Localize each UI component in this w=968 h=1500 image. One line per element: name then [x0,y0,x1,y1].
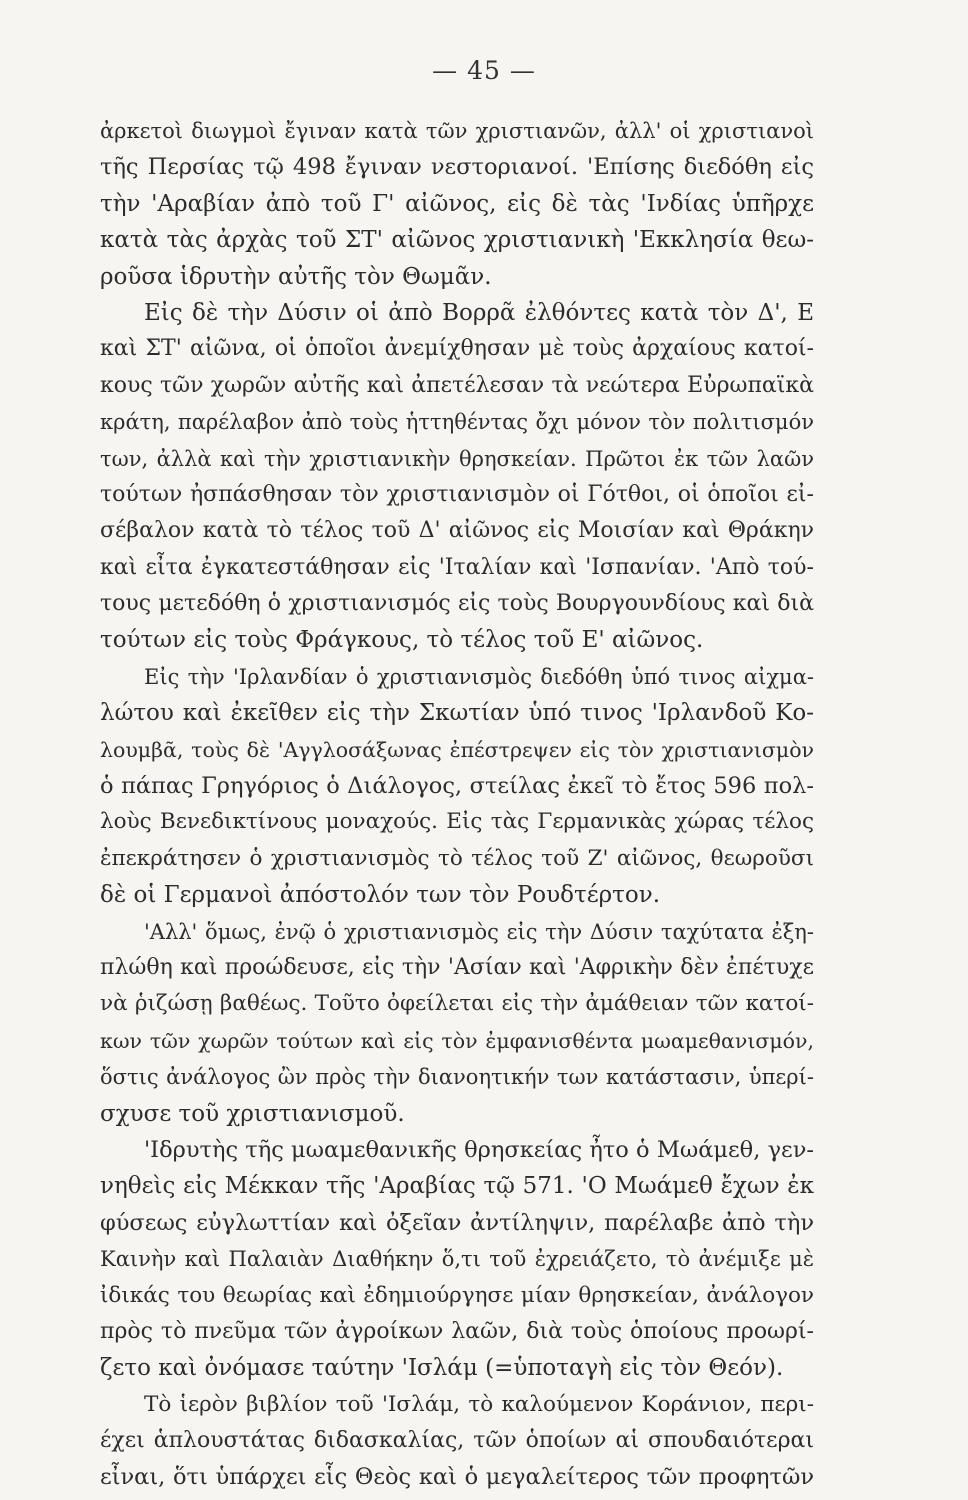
text-line: ὁ πάπας Γρηγόριος ὁ Διάλογος, στείλας ἐκεῖ τὸ ἔτος 596 πολ- [100,773,814,800]
text-line: ἰδικάς του θεωρίας καὶ ἐδημιούργησε μίαν θρησκείαν, ἀνάλογον [100,1282,814,1308]
text-line: Τὸ ἱερὸν βιβλίον τοῦ 'Ισλάμ, τὸ καλούμενον Κοράνιον, περι- [144,1391,814,1417]
text-line: πρὸς τὸ πνεῦμα τῶν ἀγροίκων λαῶν, διὰ τοὺς ὁποίους προωρί- [100,1318,814,1344]
text-line: εἶναι, ὅτι ὑπάρχει εἷς Θεὸς καὶ ὁ μεγαλείτερος τῶν προφητῶν [100,1464,814,1491]
text-line: τὴν 'Αραβίαν ἀπὸ τοῦ Γ' αἰῶνος, εἰς δὲ τὰς 'Ινδίας ὑπῆρχε [100,190,814,217]
text-line: καὶ ΣΤ' αἰῶνα, οἱ ὁποῖοι ἀνεμίχθησαν μὲ τοὺς ἀρχαίους κατοί- [100,336,814,362]
text-line: έχει ἁπλουστάτας διδασκαλίας, τῶν ὁποίων αἱ σπουδαιότεραι [100,1428,814,1454]
text-line: καὶ εἶτα ἐγκατεστάθησαν εἰς 'Ιταλίαν καὶ 'Ισπανίαν. 'Απὸ τού- [100,554,814,580]
text-line: τούτων ἠσπάσθησαν τὸν χριστιανισμὸν οἱ Γότθοι, οἱ ὁποῖοι εἰ- [100,481,814,507]
text-line: κων τῶν χωρῶν τούτων καὶ εἰς τὸν ἐμφανισθέντα μωαμεθανισμόν, [100,1028,814,1053]
text-line: ὅστις ἀνάλογος ὢν πρὸς τὴν διανοητικήν των κατάστασιν, ὑπερί- [100,1065,814,1090]
text-line: κους τῶν χωρῶν αὐτῆς καὶ ἀπετέλεσαν τὰ νεώτερα Εὐρωπαϊκὰ [100,372,814,398]
text-line: φύσεως εὐγλωττίαν καὶ ὀξεῖαν ἀντίληψιν, παρέλαβε ἀπὸ τὴν [100,1209,814,1236]
text-line: τῆς Περσίας τῷ 498 ἔγιναν νεστοριανοί. 'Επίσης διεδόθη εἰς [100,154,814,181]
text-line: Καινὴν καὶ Παλαιὰν Διαθήκην ὅ,τι τοῦ ἐχρειάζετο, τὸ ἀνέμιξε μὲ [100,1247,814,1272]
text-line: τους μετεδόθη ὁ χριστιανισμός εἰς τοὺς Βουργουνδίους καὶ διὰ [100,591,814,617]
text-line: λουμβᾶ, τοὺς δὲ 'Αγγλοσάξωνας ἐπέστρεψεν εἰς τὸν χριστιανισμὸν [100,737,814,762]
page-text [100,113,814,1496]
text-line: νὰ ῥιζώσῃ βαθέως. Τοῦτο ὀφείλεται εἰς τὴν ἀμάθειαν τῶν κατοί- [100,991,814,1017]
text-line: δὲ οἱ Γερμανοὶ ἀπόστολόν των τὸν Ρουδτέρτον. [100,882,661,909]
text-line: Εἰς τὴν 'Ιρλανδίαν ὁ χριστιανισμὸς διεδόθη ὑπό τινος αἰχμα- [144,664,814,689]
text-line: λώτου καὶ ἐκεῖθεν εἰς τὴν Σκωτίαν ὑπό τινος 'Ιρλανδοῦ Κο- [100,700,814,727]
text-line: τούτων εἰς τοὺς Φράγκους, τὸ τέλος τοῦ Ε' αἰῶνος. [100,627,704,654]
text-line: κράτη, παρέλαβον ἀπὸ τοὺς ἡττηθέντας ὄχι μόνον τὸν πολιτισμόν [100,410,814,435]
text-line: ροῦσα ἱδρυτὴν αὐτῆς τὸν Θωμᾶν. [100,263,492,290]
text-line: σχυσε τοῦ χριστιανισμοῦ. [100,1100,405,1127]
text-line: των, ἀλλὰ καὶ τὴν χριστιανικὴν θρησκείαν. Πρῶτοι ἐκ τῶν λαῶν [100,446,814,471]
text-line: σέβαλον κατὰ τὸ τέλος τοῦ Δ' αἰῶνος εἰς Μοισίαν καὶ Θράκην [100,518,814,544]
text-line: πλώθη καὶ προώδευσε, εἰς τὴν 'Ασίαν καὶ 'Αφρικὴν δὲν ἐπέτυχε [100,954,814,980]
text-line: Εἰς δὲ τὴν Δύσιν οἱ ἀπὸ Βορρᾶ ἐλθόντες κατὰ τὸν Δ', Ε [144,299,814,326]
text-line: ἐπεκράτησεν ὁ χριστιανισμὸς τὸ τέλος τοῦ Ζ' αἰῶνος, θεωροῦσι [100,845,814,871]
text-line: κατὰ τὰς ἀρχὰς τοῦ ΣΤ' αἰῶνος χριστιανικὴ 'Εκκλησία θεω- [100,227,814,254]
text-line: λοὺς Βενεδικτίνους μοναχούς. Εἰς τὰς Γερμανικὰς χώρας τέλος [100,809,814,835]
text-line: ζετο καὶ ὀνόμασε ταύτην 'Ισλάμ (=ὑποταγὴ εἰς τὸν Θεόν). [100,1355,784,1382]
text-line: ἀρκετοὶ διωγμοὶ ἔγιναν κατὰ τῶν χριστιανῶν, ἀλλ' οἱ χριστιανοὶ [100,119,814,143]
text-line: 'Αλλ' ὅμως, ἐνῷ ὁ χριστιανισμὸς εἰς τὴν Δύσιν ταχύτατα ἐξη- [144,919,814,944]
text-line: νηθεὶς εἰς Μέκκαν τῆς 'Αραβίας τῷ 571. 'Ο Μωάμεθ ἔχων ἐκ [100,1173,814,1200]
text-line: 'Ιδρυτὴς τῆς μωαμεθανικῆς θρησκείας ἦτο ὁ Μωάμεθ, γεν- [144,1136,814,1163]
page-number: — 45 — [432,56,536,85]
